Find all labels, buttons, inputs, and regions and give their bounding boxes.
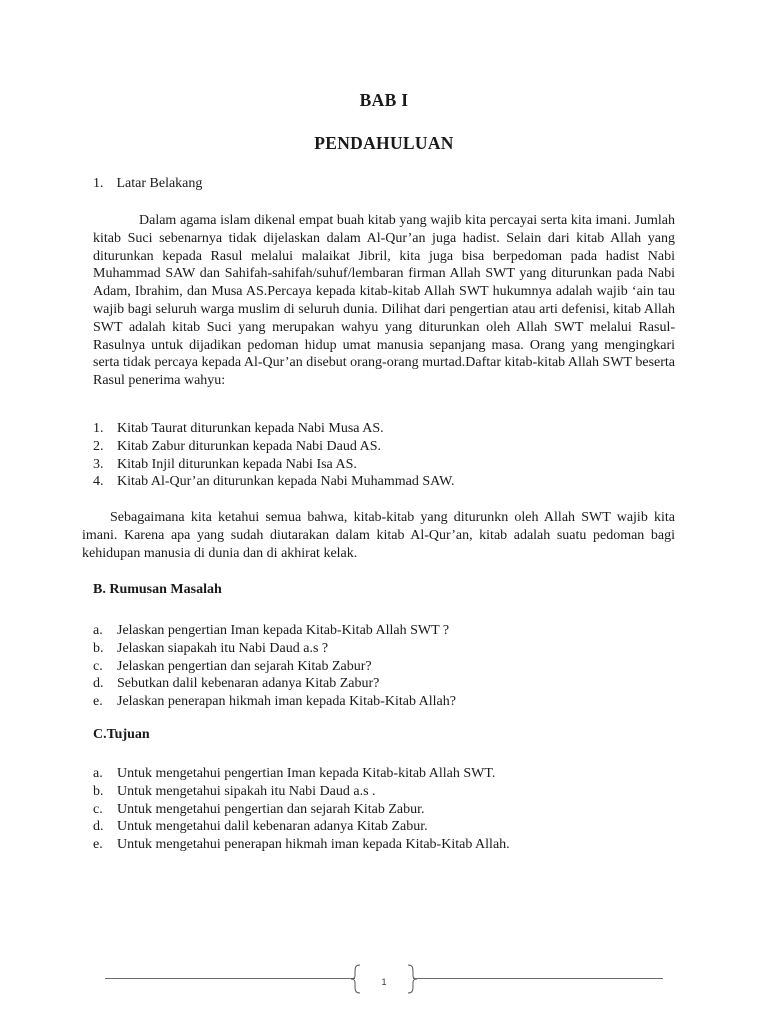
summary-paragraph: Sebagaimana kita ketahui semua bahwa, kitab-kitab yang diturunkn oleh Allah SWT wajib kita imani. Karena apa yang sudah diutarakan dalam kitab Al-Qur’an, kitab adalah suatu pedoman bagi kehidupan manusia di dunia dan di akhirat kelak. xyxy=(82,510,675,561)
list-item xyxy=(93,675,456,693)
list-item xyxy=(93,818,510,836)
list-marker: c. xyxy=(93,801,103,817)
list-marker: a. xyxy=(93,766,103,781)
list-marker: d. xyxy=(93,819,104,835)
chapter-subtitle: PENDAHULUAN xyxy=(314,133,454,153)
list-item xyxy=(93,420,455,438)
list-marker: 3. xyxy=(93,456,104,472)
section-c-heading: C.Tujuan xyxy=(93,727,150,742)
list-item-text: Kitab Taurat diturunkan kepada Nabi Musa AS. xyxy=(117,421,384,436)
list-marker: e. xyxy=(93,694,103,710)
list-marker: 2. xyxy=(93,438,104,454)
list-item-text: Untuk mengetahui dalil kebenaran adanya Kitab Zabur. xyxy=(117,819,428,835)
list-item xyxy=(93,836,510,854)
list-marker: 4. xyxy=(93,474,104,490)
list-item xyxy=(93,658,456,676)
list-item-text: Kitab Injil diturunkan kepada Nabi Isa AS. xyxy=(117,456,357,472)
tujuan-list xyxy=(93,765,510,854)
footer-bracket-left xyxy=(350,964,362,994)
list-marker: 1. xyxy=(93,421,104,436)
list-item-text: Kitab Zabur diturunkan kepada Nabi Daud AS. xyxy=(117,438,381,454)
footer-bracket-right xyxy=(406,964,418,994)
list-marker: c. xyxy=(93,658,103,674)
list-item-text: Jelaskan siapakah itu Nabi Daud a.s ? xyxy=(117,640,329,656)
background-paragraph: Dalam agama islam dikenal empat buah kitab yang wajib kita percayai serta kita imani. Jumlah kitab Suci sebenarnya tidak dijelaskan dalam Al-Qur’an juga hadist. Selain dari kitab Allah yang diturunkan kepada Rasul melalui malaikat Jibril, kita juga bisa berpedoman pada hadist Nabi Muhammad SAW dan Sahifah-sahifah/suhuf/lembaran firman Allah SWT yang diturunkan pada Nabi Adam, Ibrahim, dan Musa AS.Percaya kepada kitab-kitab Allah SWT hukumnya adalah wajib ‘ain tau wajib bagi seluruh warga muslim di seluruh dunia. Dilihat dari pengertian atau arti defenisi, kitab Allah SWT adalah kitab Suci yang merupakan wahyu yang diturunkan oleh Allah SWT melalui Rasul-Rasulnya untuk dijadikan pedoman hidup umat manusia sepanjang masa. Orang yang mengingkari serta tidak percaya kepada Al-Qur’an disebut orang-orang murtad.Daftar kitab-kitab Allah SWT beserta Rasul penerima wahyu: xyxy=(93,213,675,389)
list-marker: b. xyxy=(93,783,104,799)
list-item xyxy=(93,693,456,711)
list-marker: b. xyxy=(93,640,104,656)
list-item xyxy=(93,438,455,456)
list-marker: a. xyxy=(93,623,103,638)
section-a-heading xyxy=(93,176,202,192)
rumusan-masalah-list xyxy=(93,622,456,711)
list-item-text: Untuk mengetahui sipakah itu Nabi Daud a.s . xyxy=(117,783,376,799)
footer-divider-left xyxy=(105,978,355,979)
list-item xyxy=(93,456,455,474)
section-b-heading: B. Rumusan Masalah xyxy=(93,582,222,597)
footer-divider-right xyxy=(413,978,663,979)
list-item xyxy=(93,783,510,801)
list-item xyxy=(93,765,510,783)
list-item-text: Untuk mengetahui penerapan hikmah iman kepada Kitab-Kitab Allah. xyxy=(117,837,510,853)
list-marker: d. xyxy=(93,676,104,692)
list-item-text: Jelaskan penerapan hikmah iman kepada Kitab-Kitab Allah? xyxy=(117,694,456,710)
kitab-list xyxy=(93,420,455,491)
list-item-text: Untuk mengetahui pengertian Iman kepada Kitab-kitab Allah SWT. xyxy=(117,766,496,781)
list-item xyxy=(93,473,455,491)
list-item xyxy=(93,622,456,640)
list-marker: e. xyxy=(93,837,103,853)
page-number: 1 xyxy=(381,977,387,987)
list-item-text: Jelaskan pengertian Iman kepada Kitab-Kitab Allah SWT ? xyxy=(117,623,450,638)
section-a-label: Latar Belakang xyxy=(116,176,203,191)
list-item-text: Untuk mengetahui pengertian dan sejarah Kitab Zabur. xyxy=(117,801,425,817)
section-a-number: 1. xyxy=(93,176,104,191)
list-item-text: Sebutkan dalil kebenaran adanya Kitab Zabur? xyxy=(117,676,380,692)
list-item-text: Jelaskan pengertian dan sejarah Kitab Zabur? xyxy=(117,658,372,674)
list-item xyxy=(93,801,510,819)
chapter-title: BAB I xyxy=(359,90,409,110)
list-item xyxy=(93,640,456,658)
list-item-text: Kitab Al-Qur’an diturunkan kepada Nabi Muhammad SAW. xyxy=(117,474,455,490)
